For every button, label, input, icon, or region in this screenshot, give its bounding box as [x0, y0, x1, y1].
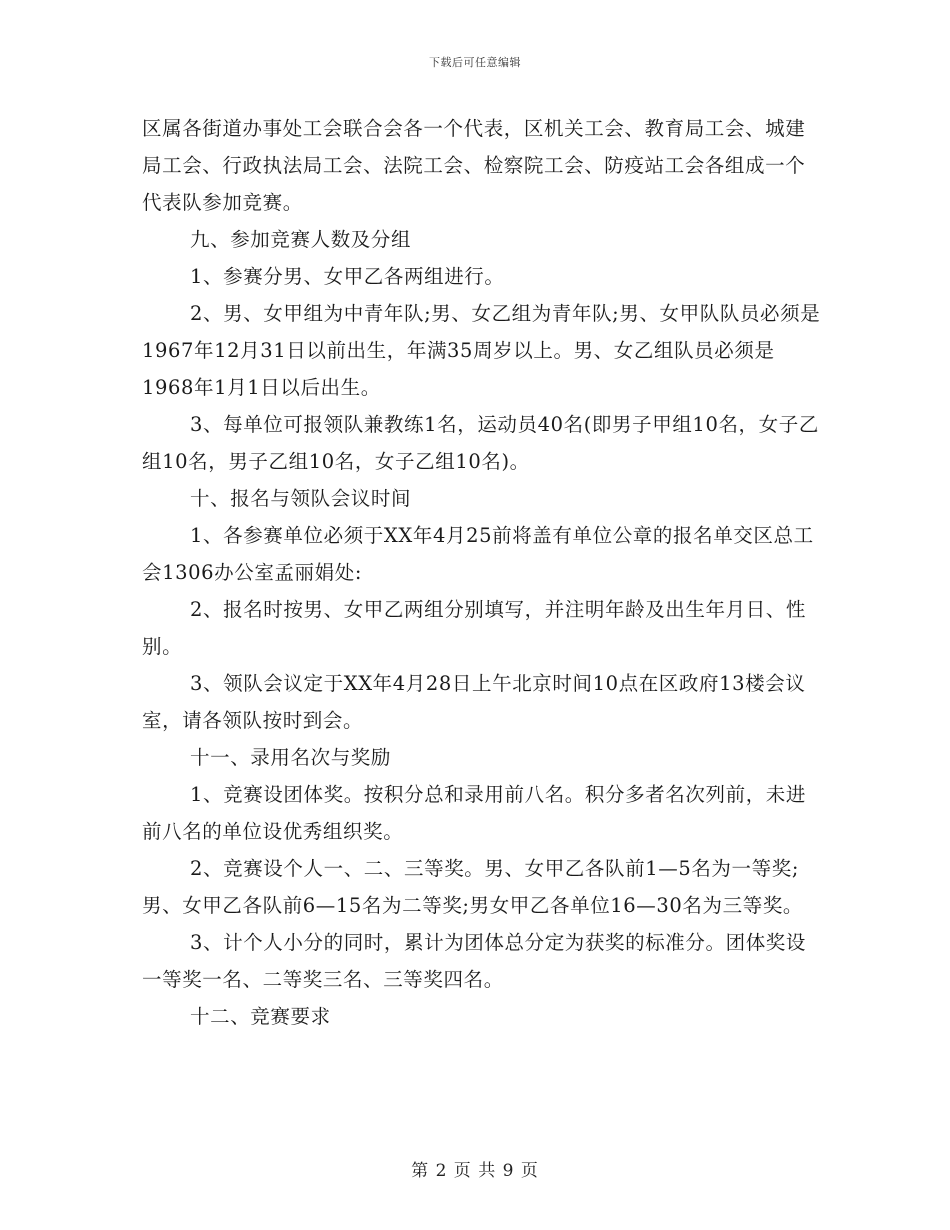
paragraph: 1、参赛分男、女甲乙各两组进行。 [190, 265, 505, 288]
page-header: 下载后可任意编辑 [429, 56, 521, 69]
paragraph: 1、竞赛设团体奖。按积分总和录用前八名。积分多者名次列前，未进前八名的单位设优秀组织奖。 [142, 783, 807, 843]
paragraph: 2、竞赛设个人一、二、三等奖。男、女甲乙各队前1—5名为一等奖;男、女甲乙各队前6—15名为二等奖;男女甲乙各单位16—30名为三等奖。 [142, 857, 804, 917]
paragraph: 3、计个人小分的同时，累计为团体总分定为获奖的标准分。团体奖设一等奖一名、二等奖三名、三等奖四名。 [142, 931, 807, 991]
paragraph: 2、男、女甲组为中青年队;男、女乙组为青年队;男、女甲队队员必须是1967年12月31日以前出生，年满35周岁以上。男、女乙组队员必须是1968年1月1日以后出生。 [142, 302, 821, 399]
section-heading: 十一、录用名次与奖励 [190, 746, 392, 769]
paragraph: 区属各街道办事处工会联合会各一个代表，区机关工会、教育局工会、城建局工会、行政执法局工会、法院工会、检察院工会、防疫站工会各组成一个代表队参加竞赛。 [142, 117, 806, 214]
section-heading: 十二、竞赛要求 [190, 1005, 331, 1028]
page-footer: 第 2 页 共 9 页 [411, 1161, 539, 1181]
paragraph: 1、各参赛单位必须于XX年4月25前将盖有单位公章的报名单交区总工会1306办公室孟丽娟处: [142, 524, 814, 584]
section-heading: 十、报名与领队会议时间 [190, 487, 412, 510]
paragraph: 3、每单位可报领队兼教练1名，运动员40名(即男子甲组10名，女子乙组10名，男子乙组10名，女子乙组10名)。 [142, 413, 819, 473]
paragraph: 2、报名时按男、女甲乙两组分别填写，并注明年龄及出生年月日、性别。 [142, 598, 807, 658]
paragraph: 3、领队会议定于XX年4月28日上午北京时间10点在区政府13楼会议室，请各领队按时到会。 [142, 672, 806, 732]
document-body [142, 110, 822, 1035]
section-heading: 九、参加竞赛人数及分组 [190, 228, 412, 251]
